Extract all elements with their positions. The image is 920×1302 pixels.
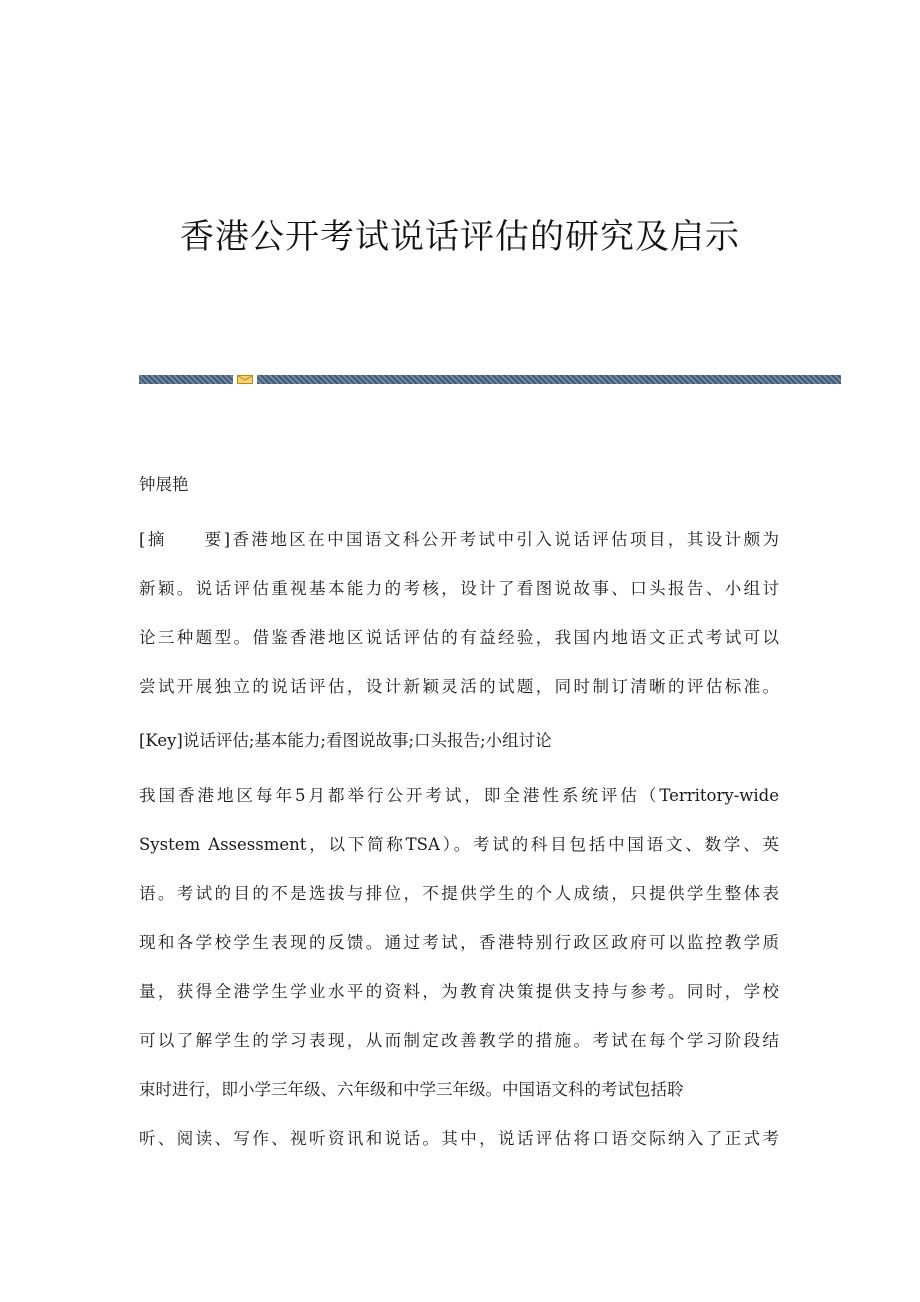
abstract-line: 尝试开展独立的说话评估，设计新颖灵活的试题，同时制订清晰的评估标准。 xyxy=(139,677,779,696)
body-line: 束时进行，即小学三年级、六年级和中学三年级。中国语文科的考试包括聆 xyxy=(139,1080,684,1099)
body-line: 量，获得全港学生学业水平的资料，为教育决策提供支持与参考。同时，学校 xyxy=(139,982,779,1001)
abstract-line: 论三种题型。借鉴香港地区说话评估的有益经验，我国内地语文正式考试可以 xyxy=(139,628,779,647)
divider-bar-left xyxy=(139,375,233,384)
title-divider xyxy=(139,375,841,384)
body-line: System Assessment，以下简称TSA）。考试的科目包括中国语文、数学、英 xyxy=(139,835,779,854)
body-line: 可以了解学生的学习表现，从而制定改善教学的措施。考试在每个学习阶段结 xyxy=(139,1031,779,1050)
body-line: 我国香港地区每年5月都举行公开考试，即全港性系统评估（Territory-wide xyxy=(139,786,779,805)
author-name: 钟展艳 xyxy=(139,475,189,494)
body-paragraph xyxy=(139,785,779,1177)
body-line: 语。考试的目的不是选拔与排位，不提供学生的个人成绩，只提供学生整体表 xyxy=(139,884,779,903)
document-title: 香港公开考试说话评估的研究及启示 xyxy=(180,217,740,257)
abstract-line: 新颖。说话评估重视基本能力的考核，设计了看图说故事、口头报告、小组讨 xyxy=(139,579,779,598)
body-line: 听、阅读、写作、视听资讯和说话。其中，说话评估将口语交际纳入了正式考 xyxy=(139,1129,779,1148)
body-line: 现和各学校学生表现的反馈。通过考试，香港特别行政区政府可以监控教学质 xyxy=(139,933,779,952)
divider-bar-right xyxy=(257,375,841,384)
abstract-line: [摘 要]香港地区在中国语文科公开考试中引入说话评估项目，其设计颇为 xyxy=(139,530,779,549)
keywords-line: [Key]说话评估;基本能力;看图说故事;口头报告;小组讨论 xyxy=(139,731,552,750)
abstract-paragraph xyxy=(139,529,779,725)
envelope-ornament-icon xyxy=(237,375,253,384)
